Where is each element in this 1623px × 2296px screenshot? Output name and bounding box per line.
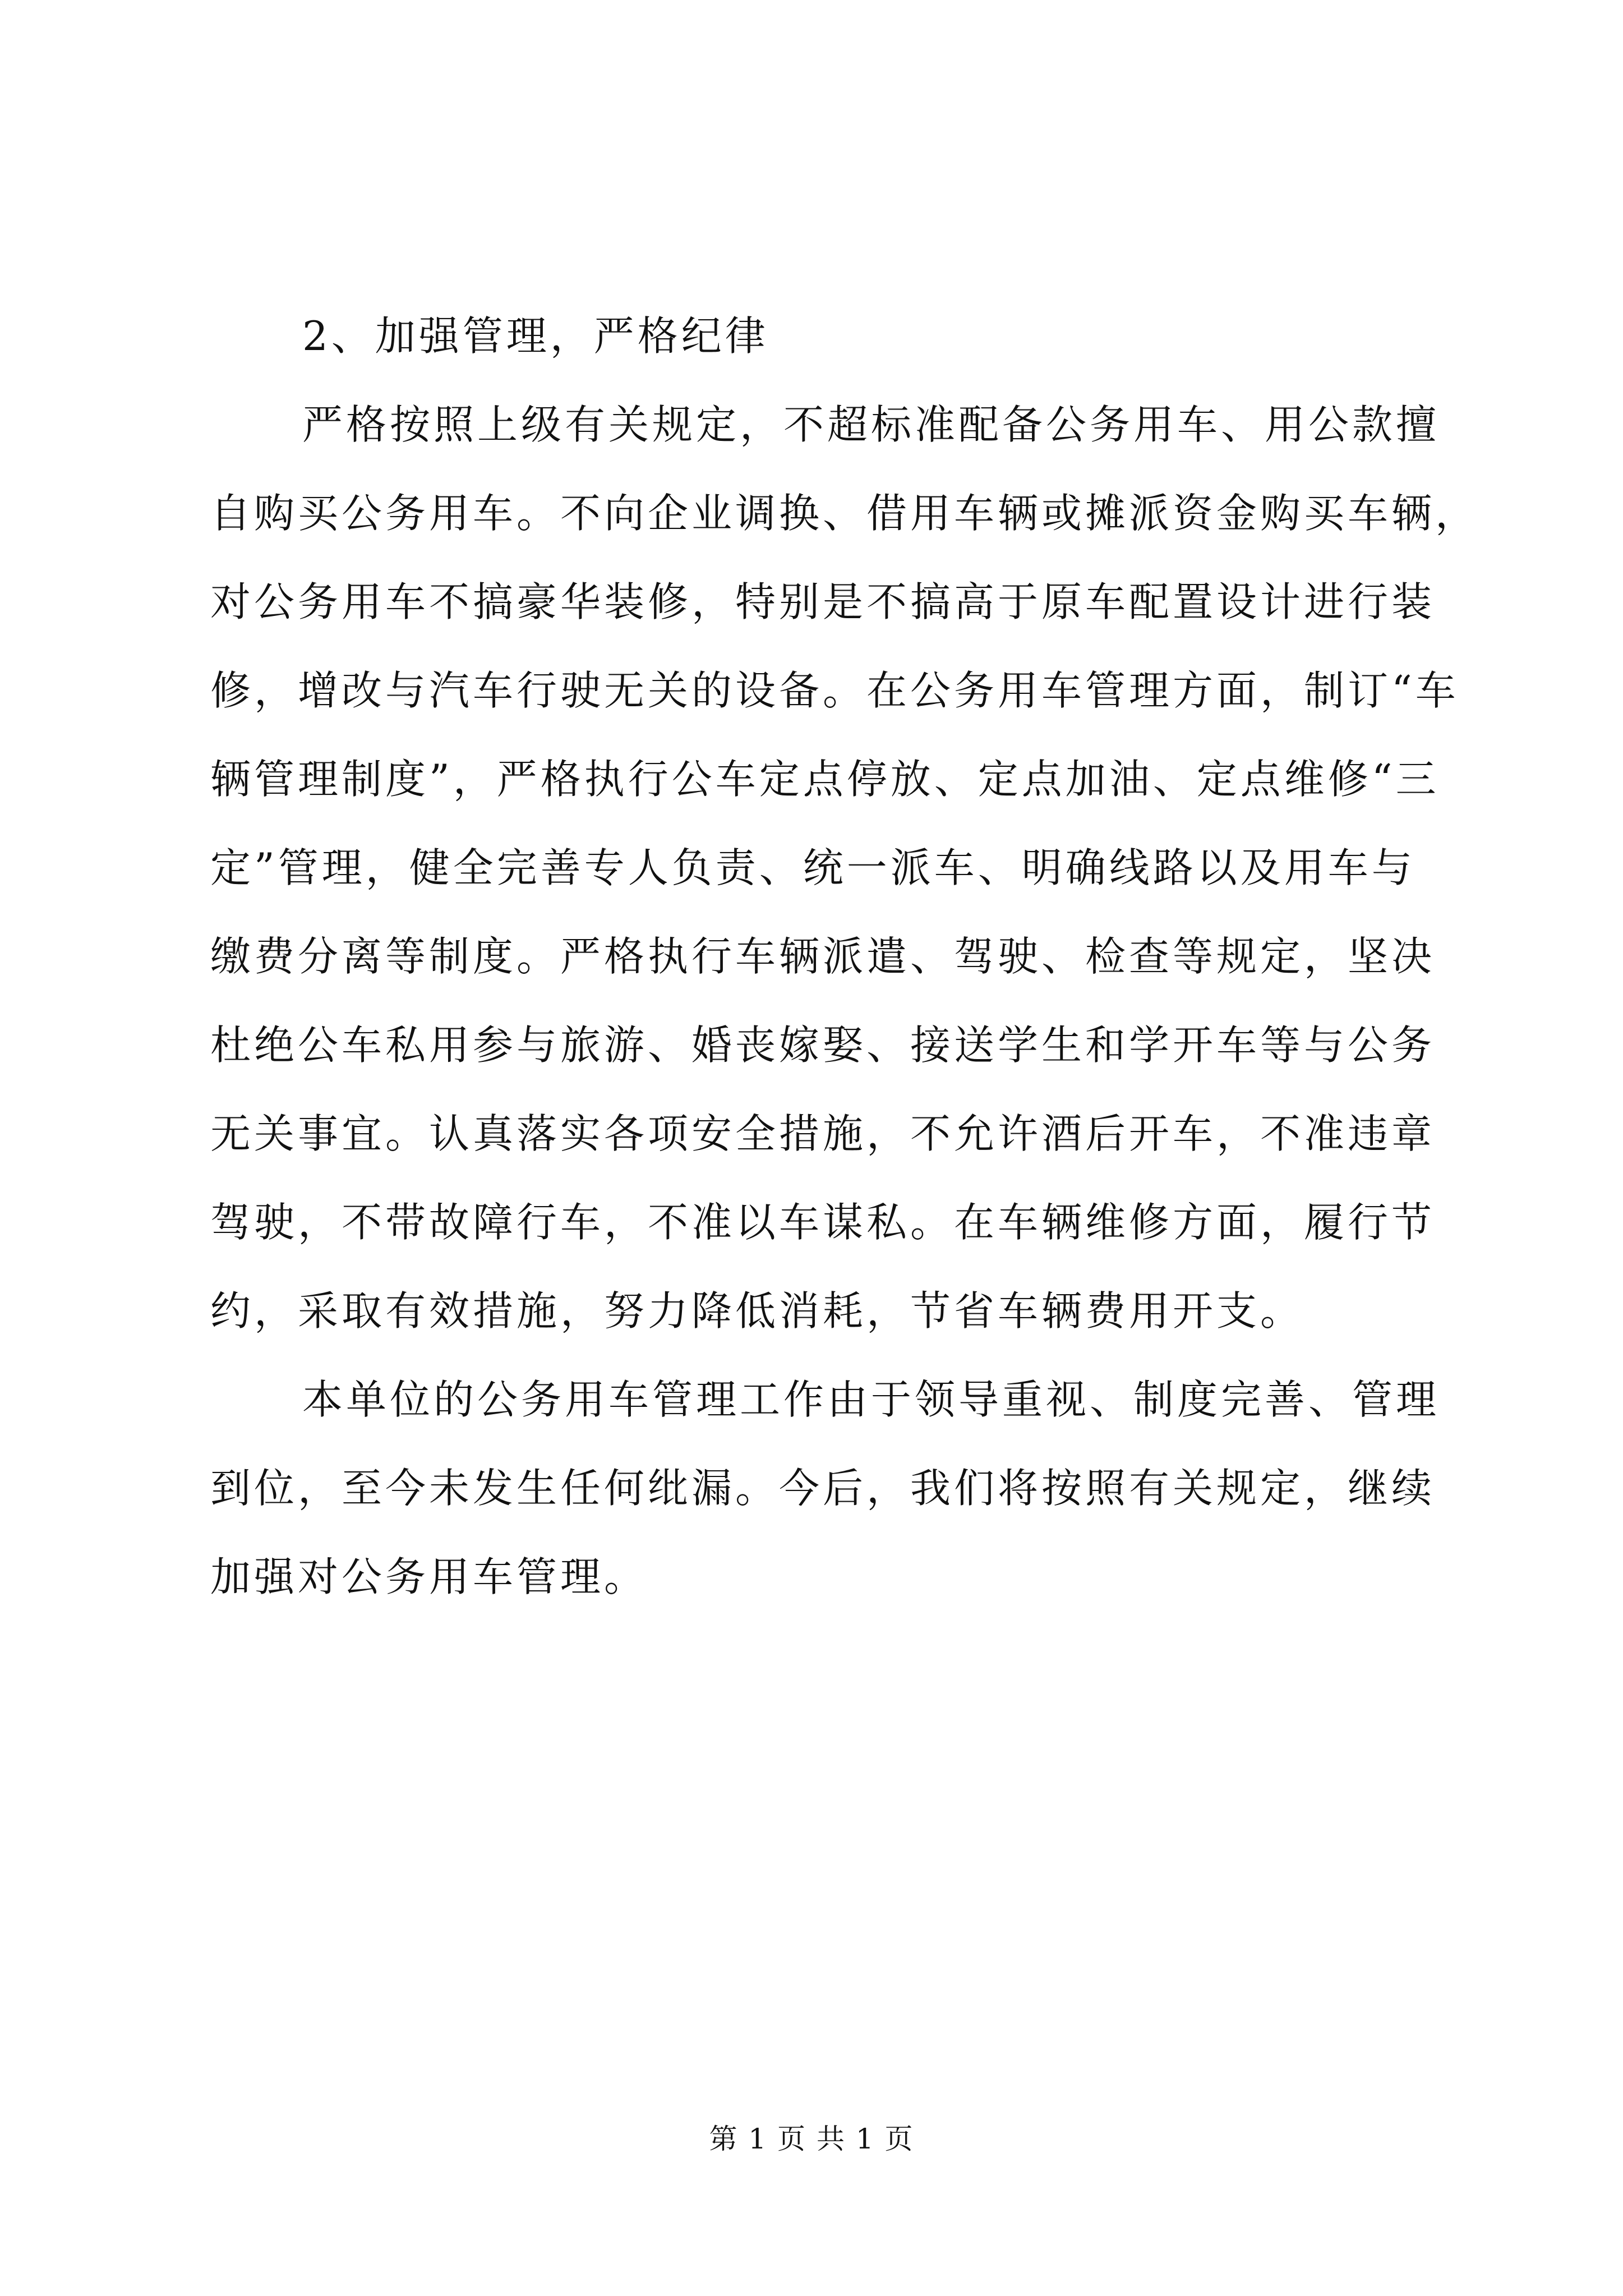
paragraph-line: 驾驶，不带故障行车，不准以车谋私。在车辆维修方面，履行节 <box>210 1199 1436 1246</box>
paragraph-1 <box>210 380 1479 1355</box>
paragraph-line: 缴费分离等制度。严格执行车辆派遣、驾驶、检查等规定，坚决 <box>210 933 1436 980</box>
paragraph-line: 自购买公务用车。不向企业调换、借用车辆或摊派资金购买车辆， <box>210 490 1479 537</box>
paragraph-line: 定”管理，健全完善专人负责、统一派车、明确线路以及用车与 <box>210 844 1415 891</box>
paragraph-line: 辆管理制度”，严格执行公车定点停放、定点加油、定点维修“三 <box>210 756 1440 803</box>
paragraph-line: 无关事宜。认真落实各项安全措施，不允许酒后开车，不准违章 <box>210 1110 1436 1157</box>
paragraph-line: 加强对公务用车管理。 <box>210 1553 648 1600</box>
section-heading: 2、加强管理，严格纪律 <box>302 312 769 360</box>
page-footer: 第 1 页 共 1 页 <box>709 2123 914 2155</box>
paragraph-line: 修，增改与汽车行驶无关的设备。在公务用车管理方面，制订“车 <box>210 667 1459 714</box>
paragraph-line: 约，采取有效措施，努力降低消耗，节省车辆费用开支。 <box>210 1287 1304 1335</box>
document-body <box>210 292 1479 1621</box>
paragraph-line: 对公务用车不搞豪华装修，特别是不搞高于原车配置设计进行装 <box>210 578 1436 625</box>
paragraph-line: 严格按照上级有关规定，不超标准配备公务用车、用公款擅 <box>302 401 1440 448</box>
paragraph-line: 本单位的公务用车管理工作由于领导重视、制度完善、管理 <box>302 1376 1440 1423</box>
paragraph-2 <box>210 1355 1440 1621</box>
paragraph-line: 杜绝公车私用参与旅游、婚丧嫁娶、接送学生和学开车等与公务 <box>210 1022 1436 1069</box>
paragraph-line: 到位，至今未发生任何纰漏。今后，我们将按照有关规定，继续 <box>210 1465 1436 1512</box>
